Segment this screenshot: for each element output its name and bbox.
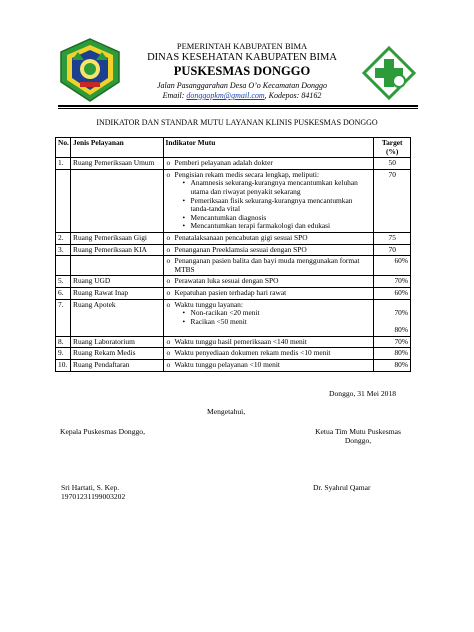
row-jenis: Ruang Pemeriksaan Umum xyxy=(71,158,164,170)
row-no: 6. xyxy=(56,287,71,299)
row-target: 60% xyxy=(374,287,411,299)
indicator-text: o Waktu penyediaan dokumen rekam medis <10 menit xyxy=(166,349,372,358)
right-signatory-name: Dr. Syahrul Qamar xyxy=(313,483,371,492)
email-link[interactable]: donggopkm@gmail.com xyxy=(186,91,265,100)
row-indikator xyxy=(163,287,374,299)
sub-item: • Anamnesis sekurang-kurangnya mencantumkan keluhan utama dan riwayat penyakit sekarang xyxy=(184,179,372,196)
row-target: 75 xyxy=(374,232,411,244)
right-signatory-title-2: Donggo, xyxy=(344,436,372,445)
row-target: 50 xyxy=(374,158,411,170)
table-row xyxy=(56,299,411,336)
sub-item: • Racikan <50 menit xyxy=(184,318,372,327)
postal-code: , Kodepos: 84162 xyxy=(264,91,322,100)
table-row xyxy=(56,158,411,170)
row-indikator xyxy=(163,232,374,244)
table-row xyxy=(56,348,411,360)
email-label: Email: xyxy=(162,91,187,100)
row-target: 70% xyxy=(374,336,411,348)
row-target xyxy=(374,299,411,336)
indicator-text: o Penatalaksanaan pencabutan gigi sesuai SPO xyxy=(166,234,372,243)
indicator-text: o Waktu tunggu layanan: xyxy=(166,301,372,310)
sub-item: • Mencantumkan diagnosis xyxy=(184,214,372,223)
row-no: 5. xyxy=(56,276,71,288)
row-indikator xyxy=(163,299,374,336)
row-no: 2. xyxy=(56,232,71,244)
row-jenis: Ruang Apotek xyxy=(71,299,164,336)
row-target: 70 xyxy=(374,169,411,232)
left-signatory-title: Kepala Puskesmas Donggo, xyxy=(60,427,145,436)
header-jenis: Jenis Pelayanan xyxy=(71,138,164,158)
indicator-sublist xyxy=(166,309,372,326)
indicator-text: o Waktu tunggu hasil pemeriksaan <140 menit xyxy=(166,338,372,347)
table-row xyxy=(56,287,411,299)
letterhead-rule-thick xyxy=(58,105,418,107)
row-no: 9. xyxy=(56,348,71,360)
letterhead-contact xyxy=(112,91,372,100)
row-indikator xyxy=(163,276,374,288)
letterhead-dinas: DINAS KESEHATAN KABUPATEN BIMA xyxy=(147,52,337,63)
indicator-text: o Pengisian rekam medis secara lengkap, meliputi: xyxy=(166,171,372,180)
table-row xyxy=(56,232,411,244)
sub-item: • Pemeriksaan fisik sekurang-kurangnya mencantumkan tanda-tanda vital xyxy=(184,197,372,214)
left-signatory-name: Sri Hartati, S. Kep. xyxy=(61,483,120,492)
table-row xyxy=(56,256,411,276)
indicator-text: o Penanganan pasien balita dan bayi muda menggunakan format MTBS xyxy=(166,257,372,274)
right-signatory-title-1: Ketua Tim Mutu Puskesmas xyxy=(315,427,401,436)
indicator-text: o Penanganan Preeklamsia sesuai dengan SPO xyxy=(166,246,372,255)
document-title: INDIKATOR DAN STANDAR MUTU LAYANAN KLINIS PUSKESMAS DONGGO xyxy=(96,118,378,127)
table-row xyxy=(56,169,411,232)
mengetahui-label: Mengetahui, xyxy=(207,407,246,416)
row-jenis xyxy=(71,169,164,232)
row-jenis: Ruang UGD xyxy=(71,276,164,288)
row-indikator xyxy=(163,169,374,232)
indicator-text: o Kepatuhan pasien terhadap hari rawat xyxy=(166,289,372,298)
row-target: 70% xyxy=(374,276,411,288)
row-no xyxy=(56,169,71,232)
letterhead-puskesmas: PUSKESMAS DONGGO xyxy=(173,64,311,78)
left-signatory-nip: 19701231199003202 xyxy=(61,492,126,501)
row-no: 8. xyxy=(56,336,71,348)
letterhead-rule-thin xyxy=(58,108,418,109)
sub-item: • Mencantumkan terapi farmakologi dan edukasi xyxy=(184,222,372,231)
indicator-text: o Perawatan luka sesuai dengan SPO xyxy=(166,277,372,286)
table-header-row xyxy=(56,138,411,158)
row-jenis: Ruang Pendaftaran xyxy=(71,360,164,372)
row-indikator xyxy=(163,360,374,372)
indicator-text: o Waktu tunggu pelayanan <10 menit xyxy=(166,361,372,370)
row-jenis: Ruang Laboratorium xyxy=(71,336,164,348)
header-no: No. xyxy=(56,138,71,158)
sub-target: 70% xyxy=(394,308,408,318)
row-indikator xyxy=(163,348,374,360)
table-row xyxy=(56,276,411,288)
row-jenis: Ruang Rekam Medis xyxy=(71,348,164,360)
table-row xyxy=(56,336,411,348)
row-no: 3. xyxy=(56,244,71,256)
quality-indicator-table xyxy=(55,137,411,372)
indicator-text: o Pemberi pelayanan adalah dokter xyxy=(166,159,372,168)
header-indikator: Indikator Mutu xyxy=(163,138,374,158)
row-jenis: Ruang Pemeriksaan KIA xyxy=(71,244,164,256)
indicator-sublist xyxy=(166,179,372,231)
sub-item: • Non-racikan <20 menit xyxy=(184,309,372,318)
row-jenis: Ruang Rawat Inap xyxy=(71,287,164,299)
row-target: 60% xyxy=(374,256,411,276)
row-target: 70 xyxy=(374,244,411,256)
row-no: 7. xyxy=(56,299,71,336)
row-target: 80% xyxy=(374,360,411,372)
row-jenis: Ruang Pemeriksaan Gigi xyxy=(71,232,164,244)
row-indikator xyxy=(163,158,374,170)
row-jenis xyxy=(71,256,164,276)
row-indikator xyxy=(163,244,374,256)
letterhead-address: Jalan Pasanggarahan Desa O’o Kecamatan Donggo xyxy=(157,81,327,90)
header-target: Target (%) xyxy=(374,138,411,158)
table-row xyxy=(56,360,411,372)
table-row xyxy=(56,244,411,256)
row-no: 1. xyxy=(56,158,71,170)
place-date: Donggo, 31 Mei 2018 xyxy=(329,389,397,398)
row-no: 10. xyxy=(56,360,71,372)
row-no xyxy=(56,256,71,276)
row-indikator xyxy=(163,256,374,276)
letterhead-gov: PEMERINTAH KABUPATEN BIMA xyxy=(176,41,308,51)
row-target: 80% xyxy=(374,348,411,360)
sub-target: 80% xyxy=(394,325,408,335)
row-indikator xyxy=(163,336,374,348)
